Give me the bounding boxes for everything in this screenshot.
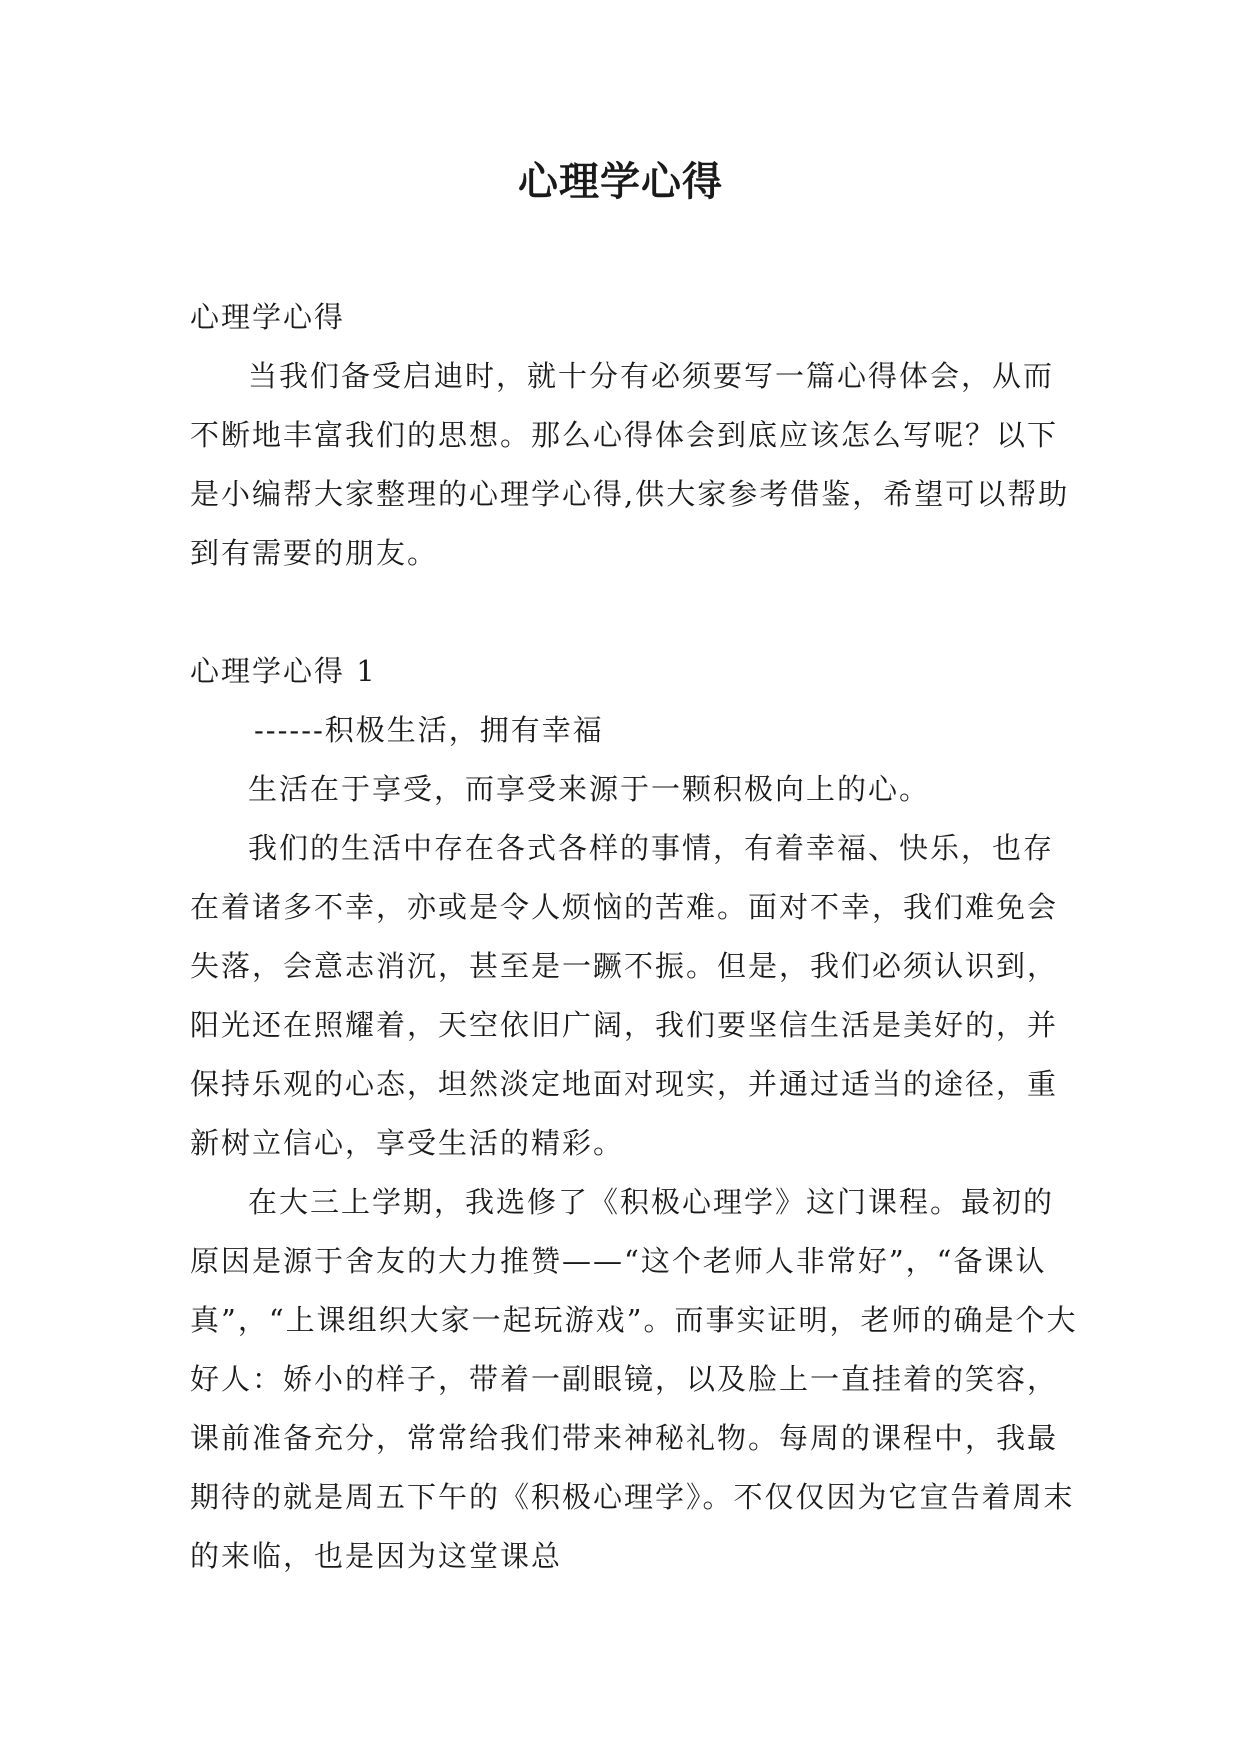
- section1-subtitle: ------积极生活，拥有幸福: [254, 713, 604, 747]
- intro-paragraph: 当我们备受启迪时，就十分有必须要写一篇心得体会，从而不断地丰富我们的思想。那么心得体会到底应该怎么写呢？以下是小编帮大家整理的心理学心得,供大家参考借鉴，希望可以帮助到有需要的朋友。: [190, 359, 1070, 570]
- body-paragraph-2: 我们的生活中存在各式各样的事情，有着幸福、快乐，也存在着诸多不幸，亦或是令人烦恼的苦难。面对不幸，我们难免会失落，会意志消沉，甚至是一蹶不振。但是，我们必须认识到，阳光还在照耀着，天空依旧广阔，我们要坚信生活是美好的，并保持乐观的心态，坦然淡定地面对现实，并通过适当的途径，重新树立信心，享受生活的精彩。: [190, 831, 1059, 1160]
- paragraph-spacer: [190, 583, 1080, 642]
- document-title: 心理学心得: [518, 159, 723, 205]
- body-paragraph-3: 在大三上学期，我选修了《积极心理学》这门课程。最初的原因是源于舍友的大力推赞——“这个老师人非常好”，“备课认真”，“上课组织大家一起玩游戏”。而事实证明，老师的确是个大好人：娇小的样子，带着一副眼镜，以及脸上一直挂着的笑容，课前准备充分，常常给我们带来神秘礼物。每周的课程中，我最期待的就是周五下午的《积极心理学》。不仅仅因为它宣告着周末的来临，也是因为这堂课总: [190, 1185, 1078, 1573]
- document-body: [190, 288, 1080, 1586]
- body-paragraph-1: 生活在于享受，而享受来源于一颗积极向上的心。: [248, 772, 931, 806]
- intro-heading: 心理学心得: [190, 300, 346, 334]
- section1-heading: 心理学心得 1: [190, 654, 377, 688]
